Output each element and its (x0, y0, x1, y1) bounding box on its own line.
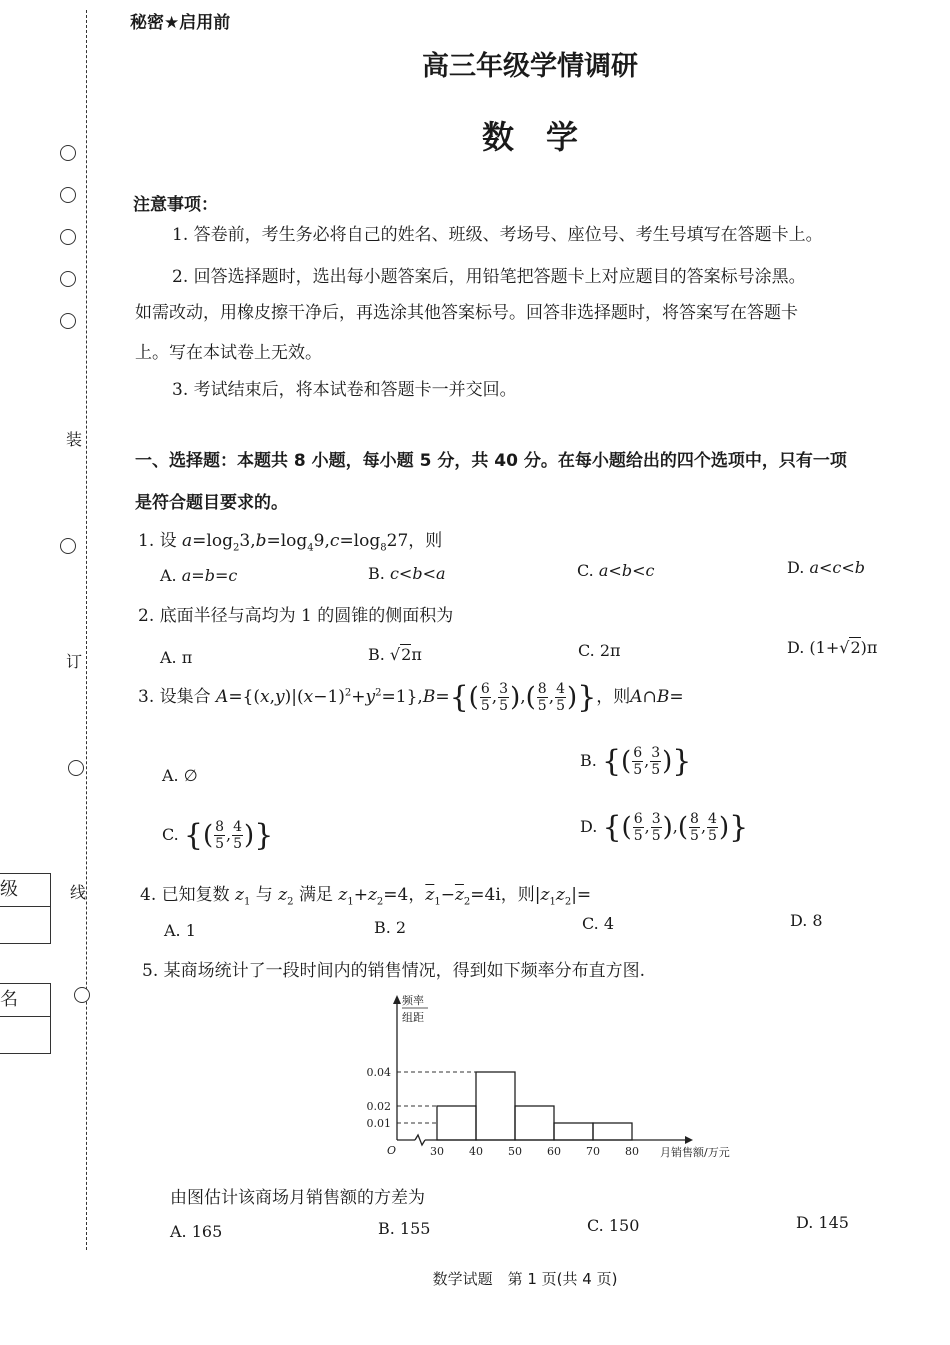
y-tick-label: 0.02 (366, 1100, 391, 1113)
q2-option-d: D. (1+√2)π (787, 638, 878, 657)
q1-option-d: D. a<c<b (787, 558, 866, 577)
binding-hole (60, 229, 76, 245)
q1-option-b: B. c<b<a (368, 564, 446, 583)
frequency-histogram (355, 990, 765, 1165)
page-footer: 数学试题 第 1 页(共 4 页) (432, 1270, 618, 1288)
histogram-marks (367, 993, 730, 1159)
binding-hole (60, 187, 76, 203)
y-axis-label-top: 频率 (402, 994, 424, 1007)
y-tick-label: 0.04 (366, 1066, 391, 1079)
q2-option-a: A. π (160, 648, 193, 667)
notice-item-2-end: 上。写在本试卷上无效。 (135, 343, 322, 363)
y-axis-arrow (393, 995, 401, 1004)
x-tick-label: 40 (469, 1145, 483, 1158)
class-field-blank (0, 907, 50, 943)
y-axis-label-bottom: 组距 (402, 1011, 424, 1024)
question-2: 2. 底面半径与高均为 1 的圆锥的侧面积为 (138, 606, 454, 626)
subject-title: 数 学 (481, 118, 578, 156)
binding-dashed-line (86, 10, 87, 1250)
name-field-blank (0, 1017, 50, 1053)
q1-option-c: C. a<b<c (577, 561, 655, 580)
notice-heading: 注意事项： (133, 195, 218, 215)
notice-item-3: 3. 考试结束后，将本试卷和答题卡一并交回。 (172, 380, 517, 400)
q2-option-b: B. √2π (368, 645, 422, 664)
question-3: 3. 设集合 $A=\{(x,y)|(x-1)^2+y^2=1\},B=${( $\frac{6}{5}$ , $\frac{3}{5}$ ),( $\frac{8}{5}$ , $\frac{4}{5}$ )}，则A∩B= (138, 680, 684, 715)
name-field-box (0, 983, 51, 1054)
q4-option-c: C. 4 (582, 914, 615, 933)
histogram-bar (515, 1106, 554, 1140)
binding-char: 装 (66, 425, 82, 452)
x-tick-label: 80 (625, 1145, 639, 1158)
name-field-label: 名 (0, 984, 50, 1017)
class-field-label: 级 (0, 874, 50, 907)
binding-hole (60, 271, 76, 287)
histogram-bar (476, 1072, 515, 1140)
section1-heading: 一、选择题：本题共 8 小题，每小题 5 分，共 40 分。在每小题给出的四个选项中，只有一项 (135, 451, 847, 471)
histogram-bar (437, 1106, 476, 1140)
confidential-label: 秘密★启用前 (130, 13, 231, 33)
q5-option-b: B. 155 (378, 1219, 431, 1238)
x-axis-break (415, 1135, 425, 1145)
question-1: 1. 设 $a=\log_23,b=\log_49,c=\log_827$，则 (138, 531, 443, 554)
x-tick-label: 50 (508, 1145, 522, 1158)
histogram-bar (554, 1123, 593, 1140)
q5-question-text: 由图估计该商场月销售额的方差为 (170, 1188, 425, 1208)
x-axis-label: 月销售额/万元 (660, 1146, 730, 1159)
q5-option-a: A. 165 (170, 1222, 223, 1241)
q2-option-c: C. 2π (578, 641, 621, 660)
binding-char: 线 (70, 878, 86, 905)
q3-option-b: B. {( $\frac{6}{5}$ , $\frac{3}{5}$ )} (580, 744, 692, 779)
origin-label: O (387, 1144, 397, 1157)
q3-option-c: C. {( $\frac{8}{5}$ , $\frac{4}{5}$ )} (162, 818, 274, 853)
q3-option-d: D. {( $\frac{6}{5}$ , $\frac{3}{5}$ ),( $\frac{8}{5}$ , $\frac{4}{5}$ )} (580, 810, 749, 845)
q4-option-a: A. 1 (164, 921, 196, 940)
binding-hole (60, 538, 76, 554)
x-tick-label: 60 (547, 1145, 561, 1158)
binding-hole (68, 760, 84, 776)
binding-hole (60, 313, 76, 329)
q5-option-d: D. 145 (796, 1213, 849, 1232)
exam-title: 高三年级学情调研 (422, 51, 638, 82)
binding-char: 订 (66, 647, 82, 674)
x-axis-arrow (685, 1136, 693, 1144)
x-tick-label: 30 (430, 1145, 444, 1158)
class-field-box (0, 873, 51, 944)
notice-item-2: 2. 回答选择题时，选出每小题答案后，用铅笔把答题卡上对应题目的答案标号涂黑。 (172, 267, 806, 287)
histogram-bar (593, 1123, 632, 1140)
notice-item-1: 1. 答卷前，考生务必将自己的姓名、班级、考场号、座位号、考生号填写在答题卡上。 (172, 225, 823, 245)
q1-option-a: A. a=b=c (160, 566, 238, 585)
q3-option-a: A. ∅ (162, 766, 198, 785)
question-5: 5. 某商场统计了一段时间内的销售情况，得到如下频率分布直方图. (142, 961, 646, 981)
q4-option-d: D. 8 (790, 911, 823, 930)
question-4: 4. 已知复数 $z_1$ 与 $z_2$ 满足 $z_1+z_2=4$，$\overline{z}_1-\overline{z}_2=4i$，则$|z_1z_2|=$ (140, 885, 592, 908)
section1-heading-cont: 是符合题目要求的。 (135, 493, 288, 513)
notice-item-2-cont: 如需改动，用橡皮擦干净后，再选涂其他答案标号。回答非选择题时，将答案写在答题卡 (135, 303, 798, 323)
y-tick-label: 0.01 (366, 1117, 391, 1130)
x-tick-label: 70 (586, 1145, 600, 1158)
q4-option-b: B. 2 (374, 918, 407, 937)
q5-option-c: C. 150 (587, 1216, 640, 1235)
binding-hole (74, 987, 90, 1003)
